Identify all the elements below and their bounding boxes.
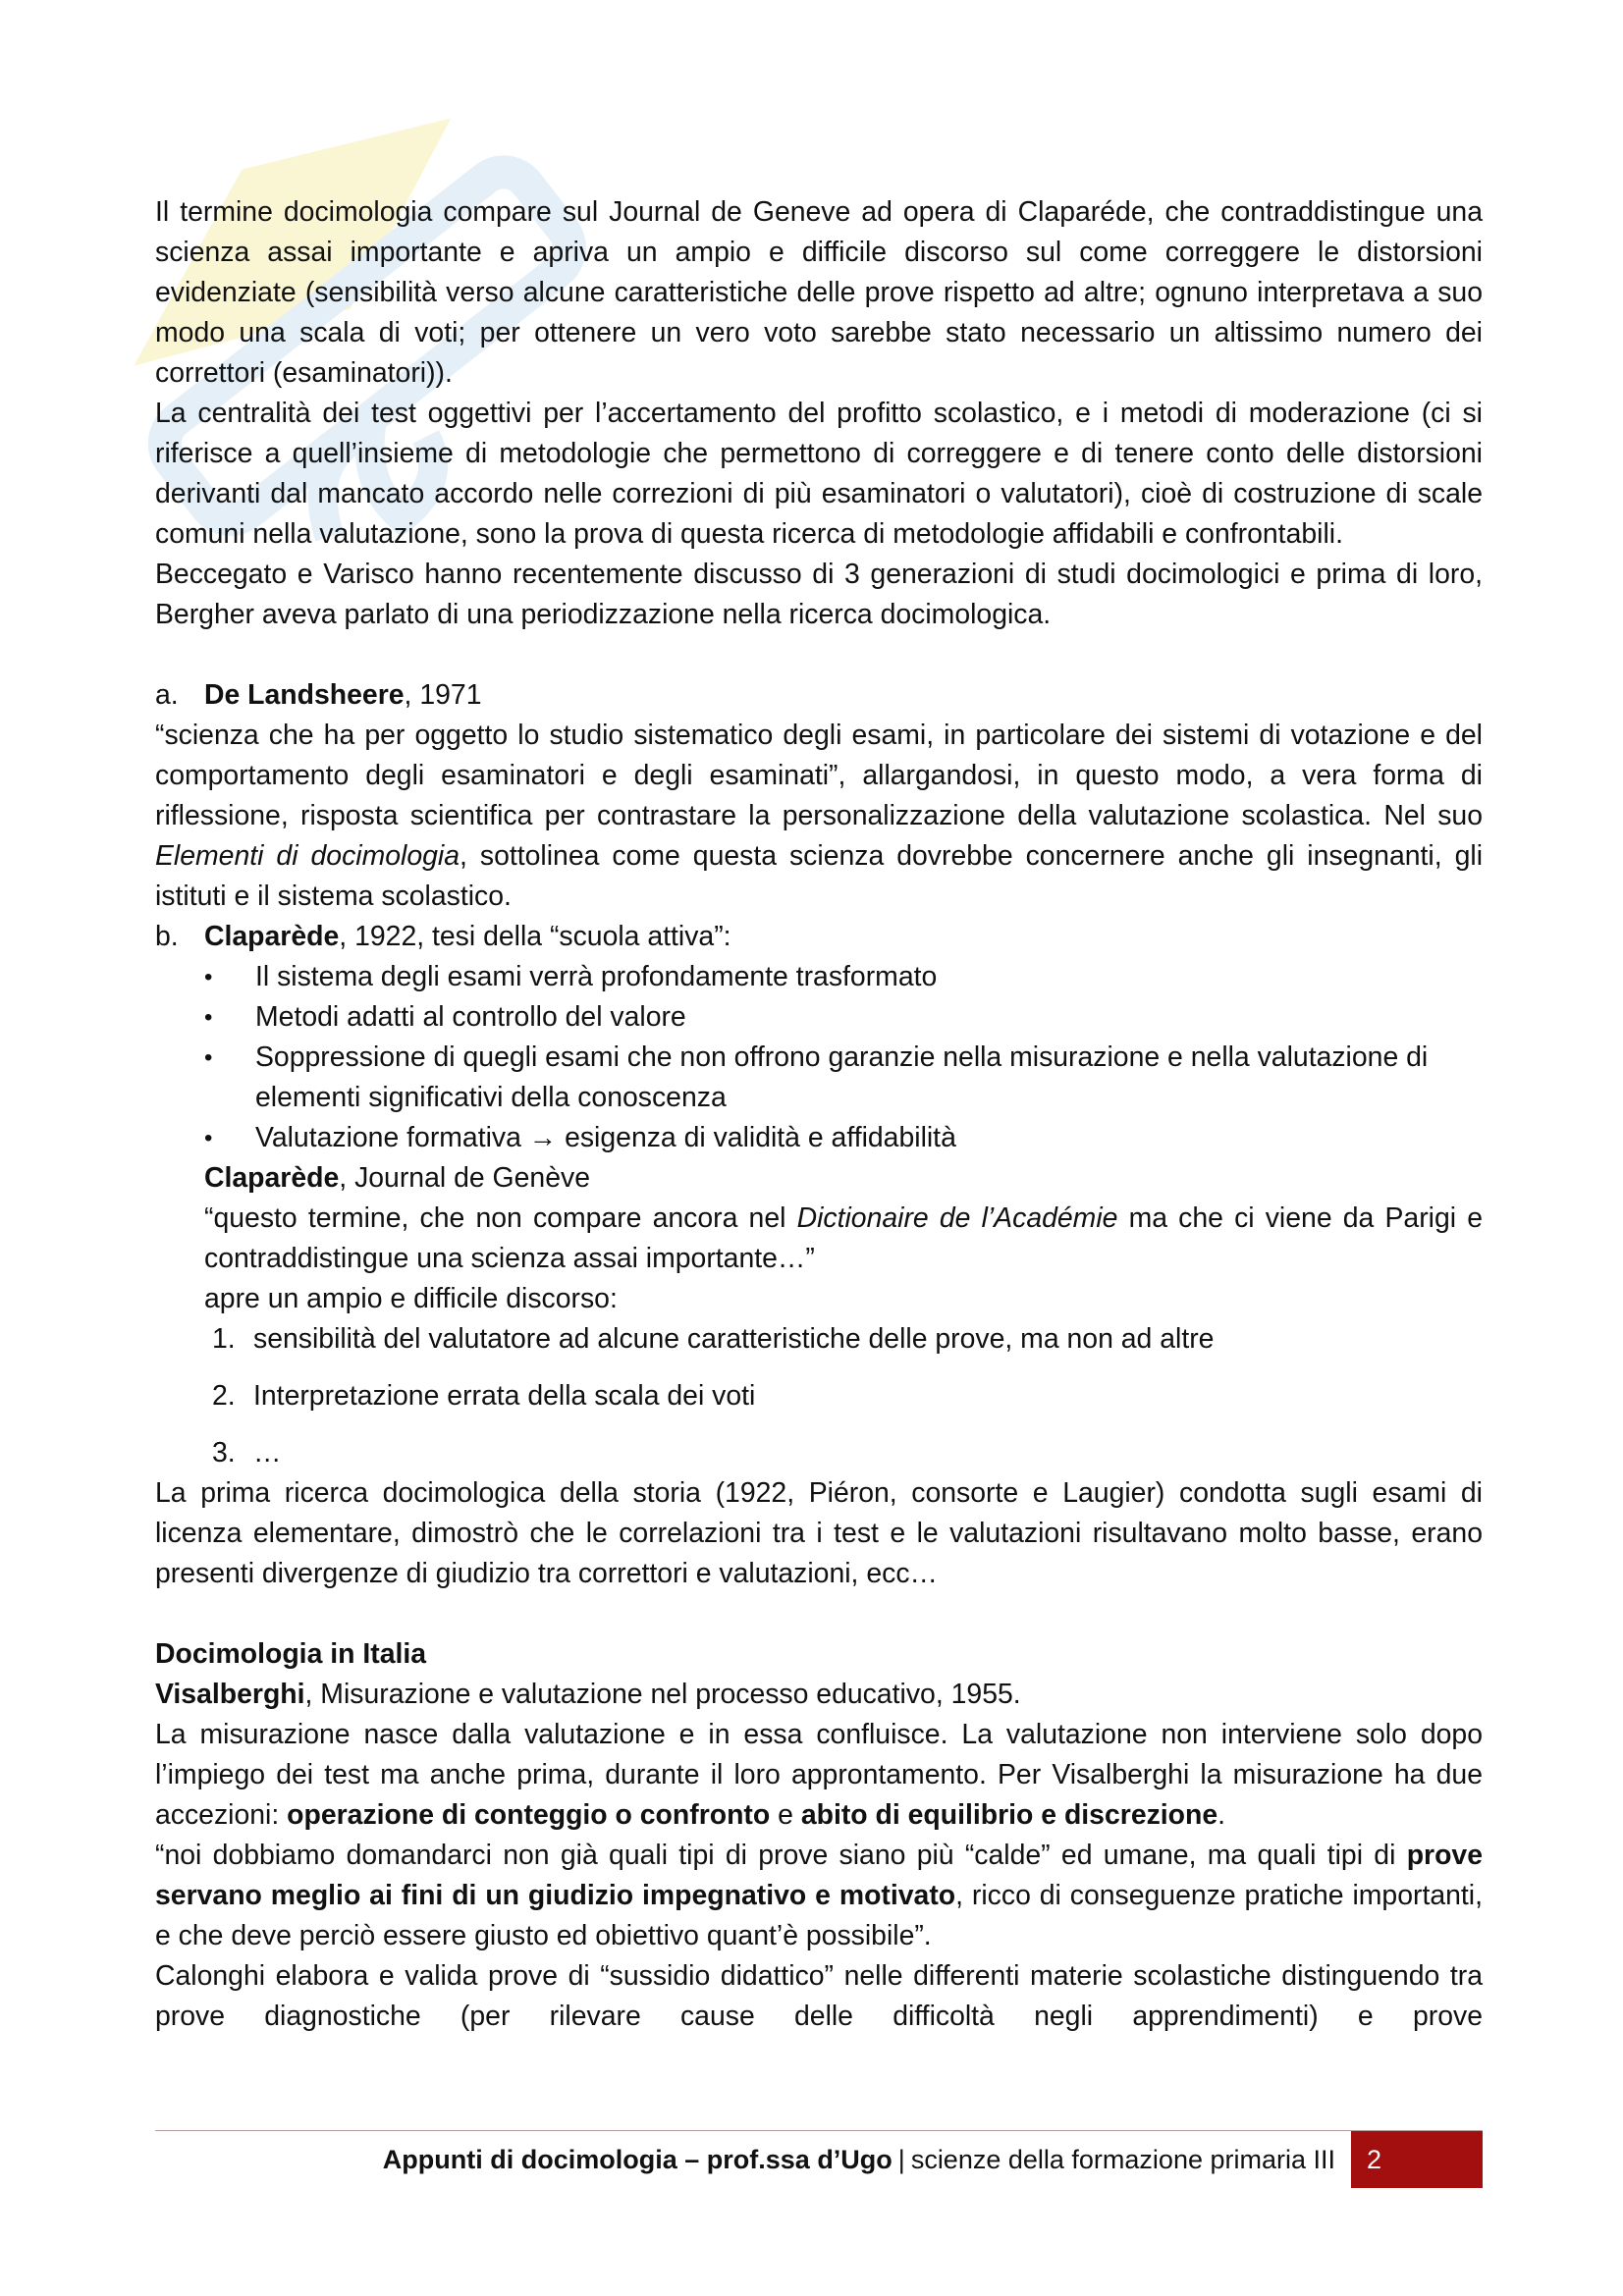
dictionary-title: Dictionaire de l’Académie <box>796 1202 1118 1234</box>
page-footer <box>155 2130 1483 2188</box>
page-number: 2 <box>1351 2131 1483 2188</box>
list-marker: a. <box>155 679 179 711</box>
paragraph-misurazione: La misurazione nasce dalla valutazione e in essa confluisce. La valutazione non interviene solo dopo l’impiego dei test ma anche prima, durante il loro approntamento. Per Visalberghi la misurazione ha due accezioni: operazione di conteggio o confronto e abito di equilibrio e discrezione. <box>155 1719 1483 1831</box>
bullet-item: • Metodi adatti al controllo del valore <box>155 997 1483 1038</box>
paragraph-beccegato: Beccegato e Varisco hanno recentemente discusso di 3 generazioni di studi docimologici e prima di loro, Bergher aveva parlato di una periodizzazione nella ricerca docimologica. <box>155 559 1483 630</box>
arrow-right-icon: → <box>528 1122 558 1153</box>
paragraph-calonghi: Calonghi elabora e valida prove di “sussidio didattico” nelle differenti materie scolastiche distinguendo tra prove diagnostiche (per rilevare cause delle difficoltà negli apprendimenti) e prove <box>155 1960 1483 2032</box>
author-name: De Landsheere <box>204 679 405 711</box>
bullet-icon: • <box>204 964 213 990</box>
document-body <box>155 192 1483 2037</box>
bullet-icon: • <box>204 1125 213 1151</box>
footer-separator: | <box>897 2144 905 2174</box>
numbered-item: 2. Interpretazione errata della scala dei voti <box>212 1380 756 1412</box>
bullet-item: • Soppressione di quegli esami che non offrono garanzie nella misurazione e nella valutazione di elementi significativi della conoscenza <box>155 1038 1483 1118</box>
paragraph-prima-ricerca: La prima ricerca docimologica della storia (1922, Piéron, consorte e Laugier) condotta sugli esami di licenza elementare, dimostrò che le correlazioni tra i test e le valutazioni risultavano molto basse, erano presenti divergenze di giudizio tra correttori e valutazioni, ecc… <box>155 1477 1483 1589</box>
paragraph-intro: Il termine docimologia compare sul Journal de Geneve ad opera di Claparéde, che contraddistingue una scienza assai importante e apriva un ampio e difficile discorso sul come correggere le distorsioni evidenziate (sensibilità verso alcune caratteristiche delle prove rispetto ad altre; ognuno interpretava a suo modo una scala di voti; per ottenere un vero voto sarebbe stato necessario un altissimo numero dei correttori (esaminatori)). <box>155 196 1483 389</box>
paragraph-centralita: La centralità dei test oggettivi per l’accertamento del profitto scolastico, e i metodi di moderazione (ci si riferisce a quell’insieme di metodologie che permettono di correggere e di tenere conto delle distorsioni derivanti dal mancato accordo nelle correzioni di più esaminatori o valutatori), cioè di costruzione di scale comuni nella valutazione, sono la prova di questa ricerca di metodologie affidabili e confrontabili. <box>155 398 1483 550</box>
journal-reference: Claparède, Journal de Genève <box>204 1162 590 1194</box>
list-marker: b. <box>155 921 179 952</box>
paragraph-quote-visalberghi: “noi dobbiamo domandarci non già quali tipi di prove siano più “calde” ed umane, ma quali tipi di prove servano meglio ai fini di un giudizio impegnativo e motivato, ricco di conseguenze pratiche importanti, e che deve perciò essere giusto ed obiettivo quant’è possibile”. <box>155 1840 1483 1951</box>
bullet-icon: • <box>204 1004 213 1031</box>
author-name: Claparède <box>204 921 340 952</box>
bullet-item: • Valutazione formativa → esigenza di validità e affidabilità <box>155 1118 1483 1158</box>
numbered-item: 3. … <box>212 1437 282 1468</box>
visalberghi-reference: Visalberghi, Misurazione e valutazione nel processo educativo, 1955. <box>155 1679 1021 1710</box>
footer-title: Appunti di docimologia – prof.ssa d’Ugo <box>382 2144 893 2174</box>
de-landsheere-definition: “scienza che ha per oggetto lo studio sistematico degli esami, in particolare dei sistemi di votazione e del comportamento degli esaminatori e degli esaminati”, allargandosi, in questo modo, a vera forma di riflessione, risposta scientifica per contrastare la personalizzazione della valutazione scolastica. Nel suo Elementi di docimologia, sottolinea come questa scienza dovrebbe concernere anche gli insegnanti, gli istituti e il sistema scolastico. <box>155 720 1483 912</box>
section-heading: Docimologia in Italia <box>155 1638 427 1670</box>
claparede-quote: “questo termine, che non compare ancora nel Dictionaire de l’Académie ma che ci viene da Parigi e contraddistingue una scienza assai importante…” <box>204 1202 1483 1274</box>
footer-subtitle: scienze della formazione primaria III <box>910 2144 1335 2174</box>
numbered-item: 1. sensibilità del valutatore ad alcune caratteristiche delle prove, ma non ad altre <box>212 1323 1215 1355</box>
book-title: Elementi di docimologia <box>155 840 460 872</box>
discourse-intro: apre un ampio e difficile discorso: <box>204 1283 618 1314</box>
bullet-icon: • <box>204 1044 213 1071</box>
list-item-b: b. Claparède, 1922, tesi della “scuola attiva”: <box>155 917 1483 957</box>
bullet-item: • Il sistema degli esami verrà profondamente trasformato <box>155 957 1483 997</box>
list-item-a: a. De Landsheere, 1971 <box>155 675 1483 716</box>
